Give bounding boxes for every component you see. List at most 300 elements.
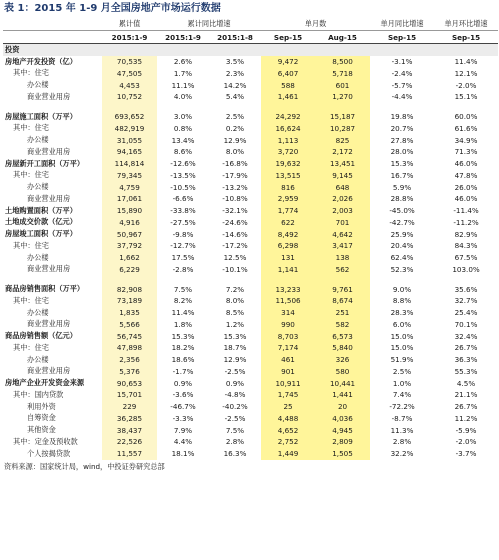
cell-value: 4,759 [102,181,157,193]
cell-value: 46.0% [454,159,478,169]
cell-value: 26.7% [454,343,478,353]
cell-value [434,103,498,111]
cell-value: 4,036 [315,413,370,425]
row-label: 自筹资金 [27,413,56,423]
table-row [3,377,498,389]
cell-value: 18.7% [223,343,247,353]
period-4: Aug-15 [315,31,370,44]
cell-value: 17,061 [102,193,157,205]
table-row [3,68,498,80]
cell-value [434,44,498,56]
cell-value: 11.3% [390,425,414,435]
cell-value: 990 [261,319,315,331]
cell-value: 32.2% [390,449,414,459]
cell-value: 15.3% [390,159,414,169]
table-row [3,413,498,425]
table-row [3,111,498,123]
cell-value: 8.0% [225,147,245,157]
cell-value: -3.7% [455,449,477,459]
period-0: 2015:1-9 [102,31,157,44]
cell-value [261,44,315,56]
cell-value: 36,285 [102,413,157,425]
cell-value: 70.1% [454,319,478,329]
cell-value: 7.4% [392,390,412,400]
cell-value: -13.2% [222,182,248,192]
cell-value: 1,745 [261,389,315,401]
cell-value: 20.7% [390,123,414,133]
cell-value: -12.6% [170,159,196,169]
table-row [3,91,498,103]
cell-value: -13.5% [170,170,196,180]
cell-value: 0.9% [173,378,193,388]
cell-value: 2,752 [261,436,315,448]
cell-value: 26.7% [454,402,478,412]
cell-value: 18.2% [171,343,195,353]
cell-value: 15,890 [102,205,157,217]
cell-value: 28.0% [390,147,414,157]
cell-value: 326 [315,354,370,366]
row-label: 房地产开发投资（亿） [5,56,77,66]
cell-value [209,103,261,111]
cell-value: -10.1% [222,264,248,274]
cell-value [209,275,261,283]
cell-value: 35.6% [454,284,478,294]
row-label: 其中：住宅 [13,240,49,250]
cell-value: 10,752 [102,91,157,103]
cell-value [157,44,209,56]
cell-value: 11.1% [171,80,195,90]
row-label: 其中：定金及预收款 [13,436,78,446]
cell-value: 11,506 [261,295,315,307]
row-label: 其他资金 [27,425,56,435]
cell-value: 6.0% [392,319,412,329]
cell-value: 25.9% [390,229,414,239]
cell-value [370,44,434,56]
cell-value: 28.8% [390,194,414,204]
row-label: 房地产企业开发资金来源 [5,378,85,388]
cell-value: 5,718 [315,68,370,80]
cell-value: 0.9% [225,378,245,388]
cell-value: -2.0% [455,80,477,90]
cell-value: 50,967 [102,228,157,240]
cell-value: 103.0% [452,264,480,274]
cell-value: 32.7% [454,296,478,306]
cell-value: -4.8% [224,390,246,400]
cell-value: -4.4% [391,92,413,102]
header-corner-2 [3,31,102,44]
table-row [3,389,498,401]
cell-value [157,275,209,283]
row-label: 其中：住宅 [13,170,49,180]
row-label: 投资 [3,44,102,56]
cell-value: 12.5% [223,253,247,263]
cell-value: 580 [315,366,370,378]
cell-value: 82,908 [102,283,157,295]
cell-value: 18.1% [171,449,195,459]
table-row [3,228,498,240]
cell-value [157,103,209,111]
table-row [3,283,498,295]
cell-value: -40.2% [222,402,248,412]
cell-value: 52.3% [390,264,414,274]
cell-value: 37,792 [102,240,157,252]
cell-value: 6,573 [315,330,370,342]
cell-value: 2,172 [315,146,370,158]
table-row [3,56,498,68]
cell-value: 3,720 [261,146,315,158]
cell-value: -3.3% [172,413,194,423]
cell-value: -45.0% [389,206,415,216]
cell-value: 15.1% [454,92,478,102]
table-row [3,146,498,158]
period-3: Sep-15 [261,31,315,44]
cell-value: 26.0% [454,182,478,192]
cell-value: 36.3% [454,355,478,365]
cell-value: 901 [261,366,315,378]
cell-value: 2.3% [225,68,245,78]
period-5: Sep-15 [370,31,434,44]
table-row [3,307,498,319]
table-row [3,319,498,331]
cell-value: 62.4% [390,253,414,263]
table-row [3,342,498,354]
cell-value: 47.8% [454,170,478,180]
cell-value: 601 [315,79,370,91]
cell-value: -17.2% [222,241,248,251]
cell-value: -17.9% [222,170,248,180]
cell-value [261,103,315,111]
cell-value: 3,417 [315,240,370,252]
row-label: 其中：国内贷款 [13,389,64,399]
cell-value [261,275,315,283]
table-row [3,123,498,135]
cell-value: 32.4% [454,331,478,341]
cell-value: 4.4% [173,437,193,447]
period-6: Sep-15 [434,31,498,44]
cell-value: 816 [261,181,315,193]
cell-value: 47,505 [102,68,157,80]
cell-value: 70,535 [102,56,157,68]
cell-value: 2.8% [392,437,412,447]
cell-value: 131 [261,252,315,264]
cell-value: 61.6% [454,123,478,133]
cell-value: 5,840 [315,342,370,354]
cell-value [315,44,370,56]
table-title: 表 1：2015 年 1-9 月全国房地产市场运行数据 [4,3,221,14]
cell-value: 21.1% [454,390,478,400]
section-row [3,44,498,56]
cell-value: 1.8% [173,319,193,329]
cell-value: 84.3% [454,241,478,251]
row-label: 商业营业用房 [27,264,71,274]
cell-value: 16.7% [390,170,414,180]
cell-value: -11.2% [453,217,479,227]
cell-value: 4.5% [456,378,476,388]
cell-value: 15.3% [223,331,247,341]
cell-value: 1,270 [315,91,370,103]
cell-value: 1,662 [102,252,157,264]
cell-value: 1,835 [102,307,157,319]
cell-value: 19.8% [390,112,414,122]
table-row [3,79,498,91]
row-label: 土地购置面积（万平） [5,205,77,215]
cell-value: 2.5% [392,366,412,376]
cell-value: 5.4% [225,92,245,102]
cell-value: -12.7% [170,241,196,251]
cell-value: 1,505 [315,448,370,460]
row-label: 商品房销售额（亿元） [5,331,77,341]
cell-value [102,103,157,111]
cell-value: 6,407 [261,68,315,80]
cell-value: -72.2% [389,402,415,412]
cell-value: -2.8% [172,264,194,274]
spacer-row [3,103,498,111]
cell-value: 18.6% [171,355,195,365]
source-note: 资料来源：国家统计局，wind，中投证券研究总部 [4,461,165,471]
cell-value [434,275,498,283]
cell-value: 27.8% [390,135,414,145]
cell-value: 9.0% [392,284,412,294]
cell-value: 4,945 [315,424,370,436]
data-table [3,18,498,460]
cell-value: 15.0% [390,343,414,353]
cell-value [209,44,261,56]
header-monthly-yoy: 单月同比增速 [370,18,434,31]
cell-value: 94,165 [102,146,157,158]
cell-value: 1.7% [173,68,193,78]
table-row [3,205,498,217]
row-label: 商业营业用房 [27,146,71,156]
table-row [3,158,498,170]
cell-value: 114,814 [102,158,157,170]
cell-value: 229 [102,401,157,413]
cell-value: 2.6% [173,57,193,67]
row-label: 商业营业用房 [27,193,71,203]
cell-value: 46.0% [454,194,478,204]
cell-value: 7.9% [173,425,193,435]
cell-value: 13,515 [261,170,315,182]
cell-value: 8,674 [315,295,370,307]
cell-value: 11.2% [454,413,478,423]
cell-value: -5.7% [391,80,413,90]
cell-value: 14.2% [223,80,247,90]
period-1: 2015:1-9 [157,31,209,44]
cell-value: -6.6% [172,194,194,204]
cell-value: 8.5% [225,308,245,318]
cell-value [370,103,434,111]
cell-value: 7.2% [225,284,245,294]
cell-value: 8.8% [392,296,412,306]
cell-value: 13.4% [171,135,195,145]
cell-value: 1,461 [261,91,315,103]
cell-value: 47,898 [102,342,157,354]
row-label [3,103,102,111]
cell-value: 314 [261,307,315,319]
cell-value: 7.5% [225,425,245,435]
cell-value: 1.2% [225,319,245,329]
table-row [3,354,498,366]
period-2: 2015:1-8 [209,31,261,44]
cell-value: 82.9% [454,229,478,239]
cell-value: 67.5% [454,253,478,263]
cell-value: 1,113 [261,134,315,146]
row-label: 房屋竣工面积（万平） [5,229,77,239]
cell-value: 622 [261,217,315,229]
table-row [3,193,498,205]
cell-value: 8,492 [261,228,315,240]
cell-value: -3.6% [172,390,194,400]
row-label [3,275,102,283]
cell-value: 22,526 [102,436,157,448]
cell-value: 10,441 [315,377,370,389]
cell-value: 701 [315,217,370,229]
cell-value: 20 [315,401,370,413]
cell-value: 51.9% [390,355,414,365]
table-row [3,170,498,182]
table-row [3,436,498,448]
cell-value: 15,701 [102,389,157,401]
cell-value: 90,653 [102,377,157,389]
cell-value: -2.5% [224,366,246,376]
cell-value: 138 [315,252,370,264]
cell-value: 73,189 [102,295,157,307]
cell-value: 2,026 [315,193,370,205]
cell-value: 38,437 [102,424,157,436]
cell-value: 8,500 [315,56,370,68]
cell-value: -46.7% [170,402,196,412]
cell-value: -2.5% [224,413,246,423]
cell-value: 10,287 [315,123,370,135]
cell-value: 562 [315,264,370,276]
cell-value: 8.6% [173,147,193,157]
row-label: 商业营业用房 [27,319,71,329]
cell-value: 11.4% [171,308,195,318]
cell-value: 2,356 [102,354,157,366]
cell-value: 6,229 [102,264,157,276]
cell-value: 648 [315,181,370,193]
cell-value: -33.8% [170,206,196,216]
cell-value [370,275,434,283]
row-label: 商业营业用房 [27,91,71,101]
table-row [3,448,498,460]
cell-value: 1,141 [261,264,315,276]
header-group-row [3,18,498,31]
row-label: 办公楼 [27,135,49,145]
cell-value: 15,187 [315,111,370,123]
cell-value: 4,453 [102,79,157,91]
row-label: 土地成交价款（亿元） [5,217,77,227]
cell-value: 1,449 [261,448,315,460]
cell-value [315,275,370,283]
cell-value: -10.5% [170,182,196,192]
spacer-row [3,275,498,283]
cell-value [102,275,157,283]
cell-value: 10,911 [261,377,315,389]
cell-value [102,44,157,56]
cell-value: 0.8% [173,123,193,133]
cell-value: 34.9% [454,135,478,145]
table-row [3,330,498,342]
cell-value: 4,642 [315,228,370,240]
row-label: 房屋施工面积（万平） [5,111,77,121]
cell-value: 12.9% [223,135,247,145]
cell-value: 1.0% [392,378,412,388]
header-period-row [3,31,498,44]
cell-value: -8.7% [391,413,413,423]
header-ytd: 累计值 [102,18,157,31]
cell-value: 5,376 [102,366,157,378]
cell-value: 11,557 [102,448,157,460]
cell-value: 55.3% [454,366,478,376]
row-label: 商品房销售面积（万平） [5,284,85,294]
cell-value: 2.5% [225,112,245,122]
cell-value: 3.0% [173,112,193,122]
cell-value: -2.4% [391,68,413,78]
cell-value: 12.9% [223,355,247,365]
cell-value: 11.4% [454,57,478,67]
cell-value: 19,632 [261,158,315,170]
row-label: 办公楼 [27,182,49,192]
cell-value: 693,652 [102,111,157,123]
cell-value: 4,916 [102,217,157,229]
table-row [3,366,498,378]
cell-value: -42.7% [389,217,415,227]
row-label: 办公楼 [27,307,49,317]
cell-value: 17.5% [171,253,195,263]
table-row [3,217,498,229]
table-row [3,134,498,146]
cell-value [315,103,370,111]
cell-value: 16.3% [223,449,247,459]
table-body [3,44,498,460]
header-monthly: 单月数 [261,18,370,31]
cell-value: 56,745 [102,330,157,342]
row-label: 办公楼 [27,80,49,90]
cell-value: 79,345 [102,170,157,182]
row-label: 商业营业用房 [27,366,71,376]
cell-value: -10.8% [222,194,248,204]
cell-value: 7.5% [173,284,193,294]
row-label: 其中：住宅 [13,342,49,352]
cell-value: 4,652 [261,424,315,436]
table-row [3,252,498,264]
cell-value: 9,761 [315,283,370,295]
row-label: 个人按揭贷款 [27,448,71,458]
cell-value: 16,624 [261,123,315,135]
cell-value: 9,472 [261,56,315,68]
table-row [3,181,498,193]
cell-value: 15.0% [390,331,414,341]
cell-value: -11.4% [453,206,479,216]
cell-value: -16.8% [222,159,248,169]
row-label: 利用外资 [27,401,56,411]
cell-value: 6,298 [261,240,315,252]
cell-value: -1.7% [172,366,194,376]
cell-value: -3.1% [391,57,413,67]
cell-value: 5,566 [102,319,157,331]
row-label: 房屋新开工面积（万平） [5,158,85,168]
cell-value: 25.4% [454,308,478,318]
cell-value: 24,292 [261,111,315,123]
cell-value: -24.6% [222,217,248,227]
cell-value: 15.3% [171,331,195,341]
cell-value: 482,919 [102,123,157,135]
header-monthly-mom: 单月环比增速 [434,18,498,31]
cell-value: -2.0% [455,437,477,447]
cell-value: 0.2% [225,123,245,133]
cell-value: 1,441 [315,389,370,401]
table-row [3,401,498,413]
